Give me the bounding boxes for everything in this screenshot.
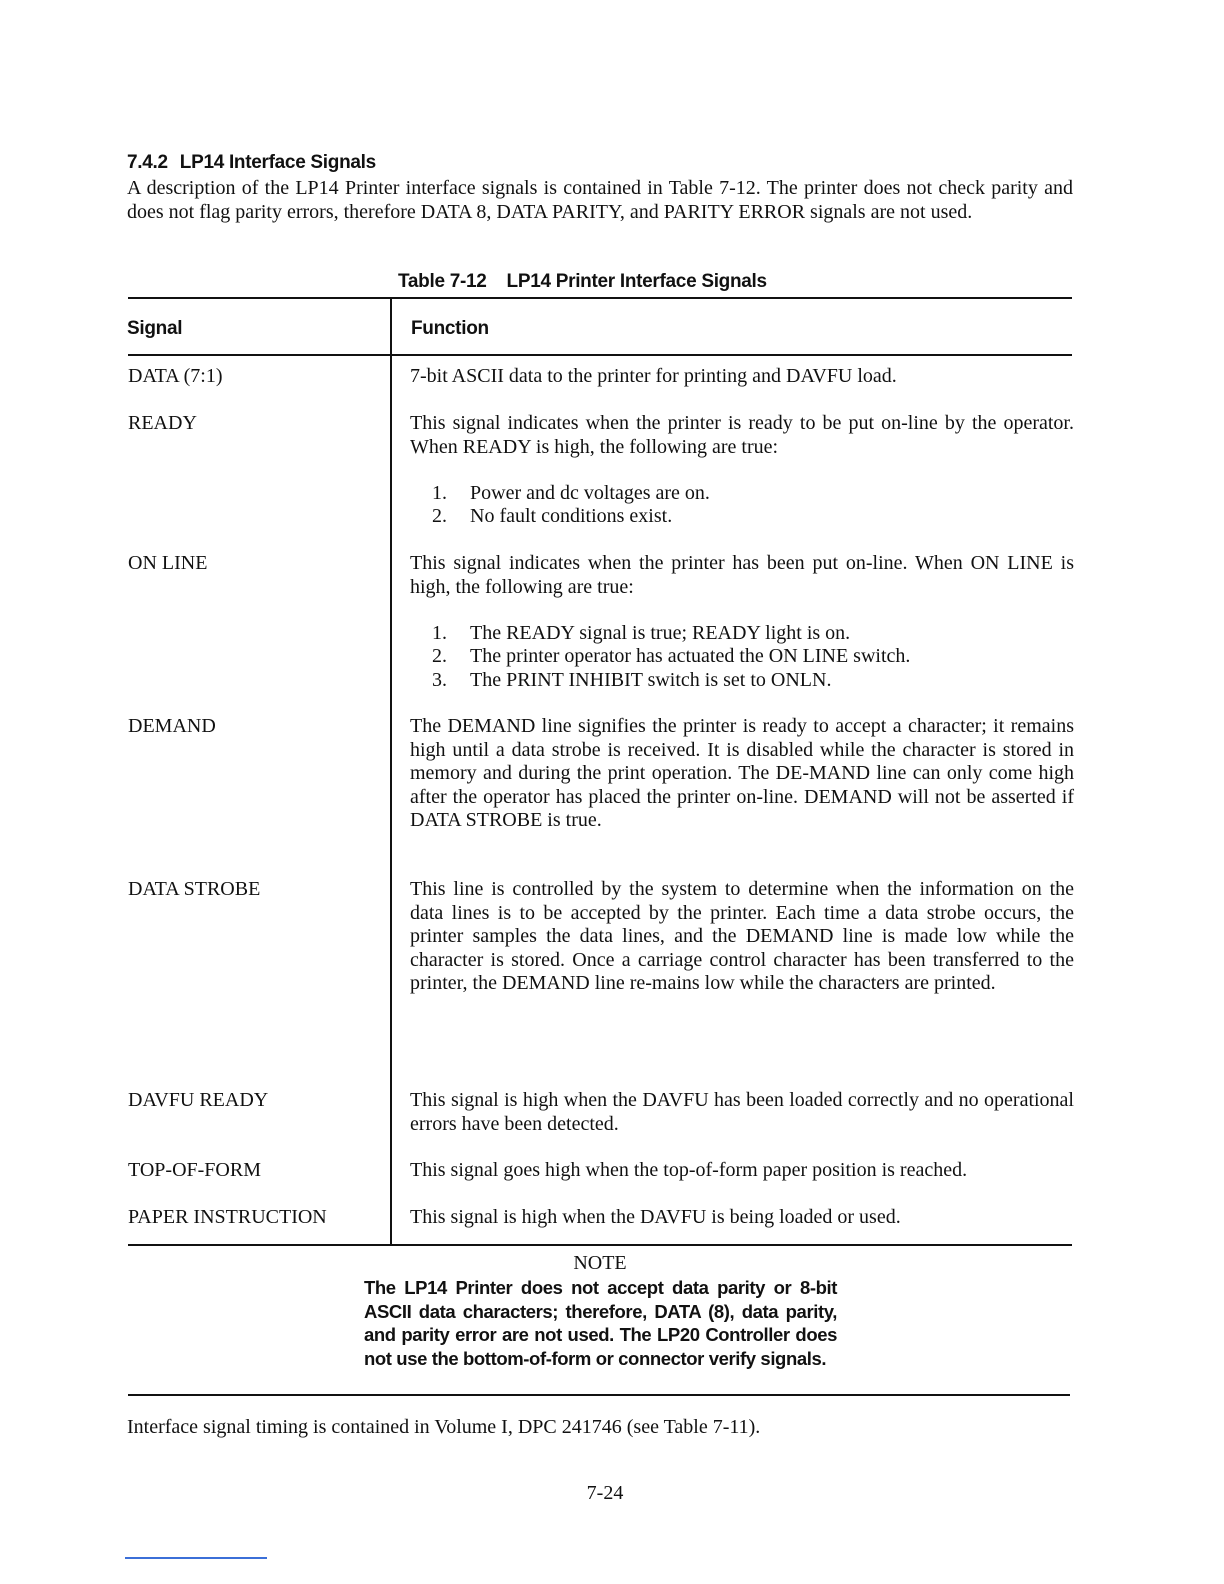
- header-bottom-rule: [128, 354, 1072, 356]
- table-top-rule: [128, 297, 1072, 299]
- list-item: [432, 669, 831, 693]
- table-row-function: This signal indicates when the printer has been put on-line. When ON LINE is high, the following are true:: [410, 552, 1074, 598]
- scan-edge-line: [125, 1557, 267, 1559]
- table-row-function: The DEMAND line signifies the printer is ready to accept a character; it remains high until a data strobe is received. It is disabled while the character is stored in memory and during the print operation. The DE-MAND line can only come high after the operator has placed the printer on-line. DEMAND will not be asserted if DATA STROBE is true.: [410, 715, 1074, 831]
- table-row-signal: DATA (7:1): [128, 365, 223, 387]
- column-divider: [390, 298, 392, 1245]
- list-item: [432, 482, 710, 506]
- page-number: 7-24: [586, 1482, 624, 1504]
- table-row-function: This signal is high when the DAVFU is being loaded or used.: [410, 1206, 901, 1228]
- column-header-function: Function: [411, 318, 489, 339]
- table-row-function: This signal goes high when the top-of-form paper position is reached.: [410, 1159, 968, 1181]
- intro-paragraph: A description of the LP14 Printer interface signals is contained in Table 7-12. The printer does not check parity and does not flag parity errors, therefore DATA 8, DATA PARITY, and PARITY ERROR signals are not used.: [127, 177, 1073, 223]
- list-item-text: The READY signal is true; READY light is on.: [470, 622, 851, 644]
- list-item-number: 2.: [432, 505, 447, 527]
- note-bottom-rule: [128, 1394, 1070, 1396]
- table-row-function: This line is controlled by the system to determine when the information on the data lines is to be accepted by the printer. Each time a data strobe occurs, the printer samples the data lines, and the DEMAND line is made low while the character is stored. Once a carriage control character has been transferred to the printer, the DEMAND line re-mains low while the characters are printed.: [410, 878, 1074, 994]
- table-row-signal: DAVFU READY: [128, 1089, 269, 1111]
- list-item-number: 3.: [432, 669, 447, 691]
- column-header-signal: Signal: [127, 318, 183, 339]
- note-body: The LP14 Printer does not accept data parity or 8-bit ASCII data characters; therefore, DATA (8), data parity, and parity error are not used. The LP20 Controller does not use the bottom-of-form or connector verify signals.: [364, 1277, 837, 1369]
- section-number: 7.4.2: [127, 152, 168, 173]
- footer-paragraph: Interface signal timing is contained in Volume I, DPC 241746 (see Table 7-11).: [127, 1416, 761, 1438]
- list-item-number: 2.: [432, 645, 447, 667]
- note-title: NOTE: [573, 1252, 627, 1274]
- list-item-text: No fault conditions exist.: [470, 505, 673, 527]
- table-row-function: This signal is high when the DAVFU has been loaded correctly and no operational errors have been detected.: [410, 1089, 1074, 1135]
- table-caption: [398, 271, 767, 293]
- table-row-function: This signal indicates when the printer is ready to be put on-line by the operator. When READY is high, the following are true:: [410, 412, 1074, 458]
- list-item-number: 1.: [432, 622, 447, 644]
- list-item: [432, 622, 850, 646]
- list-item: [432, 505, 672, 529]
- table-row-signal: TOP-OF-FORM: [128, 1159, 261, 1181]
- table-bottom-rule: [128, 1244, 1072, 1246]
- table-title: LP14 Printer Interface Signals: [506, 271, 767, 292]
- list-item-number: 1.: [432, 482, 447, 504]
- table-number: Table 7-12: [398, 271, 487, 292]
- list-item-text: The PRINT INHIBIT switch is set to ONLN.: [470, 669, 832, 691]
- table-row-signal: ON LINE: [128, 552, 208, 574]
- table-row-function: 7-bit ASCII data to the printer for printing and DAVFU load.: [410, 365, 897, 387]
- section-title: LP14 Interface Signals: [179, 152, 376, 173]
- table-row-signal: READY: [128, 412, 197, 434]
- list-item-text: Power and dc voltages are on.: [470, 482, 710, 504]
- section-heading: [127, 152, 1077, 174]
- list-item: [432, 645, 910, 669]
- table-row-signal: PAPER INSTRUCTION: [128, 1206, 327, 1228]
- table-row-signal: DEMAND: [128, 715, 216, 737]
- list-item-text: The printer operator has actuated the ON LINE switch.: [470, 645, 911, 667]
- table-row-signal: DATA STROBE: [128, 878, 261, 900]
